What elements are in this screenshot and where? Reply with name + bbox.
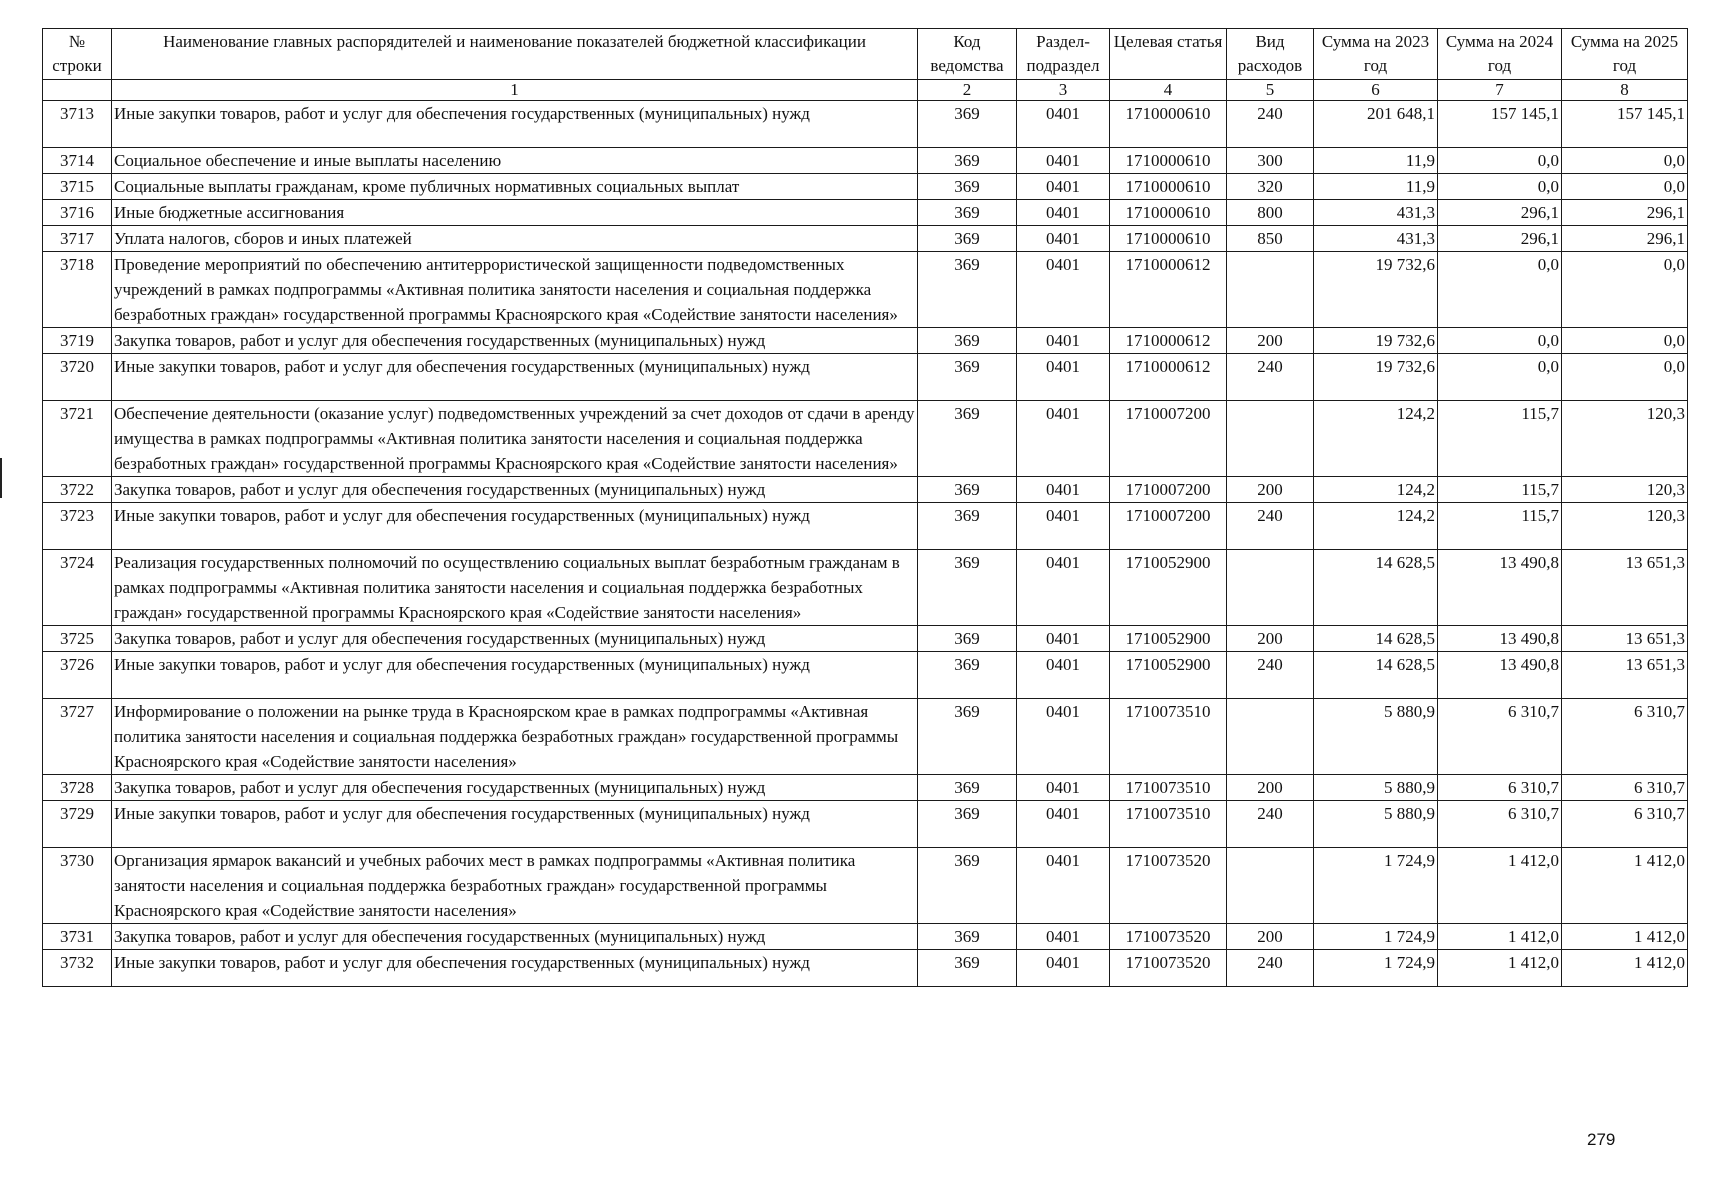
sum-2024-cell: 1 412,0: [1438, 950, 1562, 987]
row-name-cell: Закупка товаров, работ и услуг для обеспечения государственных (муниципальных) нужд: [112, 924, 918, 950]
table-row: [43, 503, 1688, 550]
sum-2024-cell: 1 412,0: [1438, 924, 1562, 950]
dept-code-cell: 369: [918, 354, 1017, 401]
row-number-cell: 3727: [43, 699, 112, 775]
dept-code-cell: 369: [918, 328, 1017, 354]
row-name-cell: Закупка товаров, работ и услуг для обеспечения государственных (муниципальных) нужд: [112, 328, 918, 354]
sum-2025-cell: 0,0: [1562, 354, 1688, 401]
sum-2025-cell: 13 651,3: [1562, 550, 1688, 626]
target-article-cell: 1710052900: [1110, 652, 1227, 699]
target-article-cell: 1710052900: [1110, 550, 1227, 626]
section-cell: 0401: [1017, 950, 1110, 987]
sum-2023-cell: 5 880,9: [1314, 699, 1438, 775]
header-target-article: Целевая статья: [1110, 29, 1227, 80]
sum-2023-cell: 5 880,9: [1314, 775, 1438, 801]
row-name-cell: Реализация государственных полномочий по осуществлению социальных выплат безработным гражданам в рамках подпрограммы «Активная политика занятости населения и социальная поддержка безработных граждан» государственной программы Красноярского края «Содействие занятости населения»: [112, 550, 918, 626]
sum-2025-cell: 120,3: [1562, 477, 1688, 503]
row-number-cell: 3732: [43, 950, 112, 987]
sum-2024-cell: 296,1: [1438, 226, 1562, 252]
expense-type-cell: 200: [1227, 775, 1314, 801]
sum-2023-cell: 124,2: [1314, 401, 1438, 477]
section-cell: 0401: [1017, 354, 1110, 401]
sum-2023-cell: 5 880,9: [1314, 801, 1438, 848]
row-name-cell: Иные закупки товаров, работ и услуг для обеспечения государственных (муниципальных) нужд: [112, 101, 918, 148]
dept-code-cell: 369: [918, 775, 1017, 801]
sum-2024-cell: 6 310,7: [1438, 775, 1562, 801]
section-cell: 0401: [1017, 848, 1110, 924]
row-name-cell: Обеспечение деятельности (оказание услуг) подведомственных учреждений за счет доходов от сдачи в аренду имущества в рамках подпрограммы «Активная политика занятости населения и социальная поддержка безработных граждан» государственной программы Красноярского края «Содействие занятости населения»: [112, 401, 918, 477]
sum-2023-cell: 201 648,1: [1314, 101, 1438, 148]
sum-2024-cell: 157 145,1: [1438, 101, 1562, 148]
target-article-cell: 1710000612: [1110, 328, 1227, 354]
row-name-cell: Закупка товаров, работ и услуг для обеспечения государственных (муниципальных) нужд: [112, 626, 918, 652]
dept-code-cell: 369: [918, 101, 1017, 148]
row-number-cell: 3717: [43, 226, 112, 252]
page-number: 279: [1587, 1130, 1616, 1149]
sum-2023-cell: 11,9: [1314, 148, 1438, 174]
dept-code-cell: 369: [918, 848, 1017, 924]
sum-2024-cell: 296,1: [1438, 200, 1562, 226]
expense-type-cell: 800: [1227, 200, 1314, 226]
expense-type-cell: 240: [1227, 503, 1314, 550]
budget-table: [42, 28, 1688, 987]
row-number-cell: 3722: [43, 477, 112, 503]
table-row: [43, 652, 1688, 699]
dept-code-cell: 369: [918, 550, 1017, 626]
table-row: [43, 328, 1688, 354]
sum-2024-cell: 13 490,8: [1438, 652, 1562, 699]
row-number-cell: 3726: [43, 652, 112, 699]
expense-type-cell: [1227, 699, 1314, 775]
expense-type-cell: 300: [1227, 148, 1314, 174]
sum-2025-cell: 6 310,7: [1562, 801, 1688, 848]
row-name-cell: Социальные выплаты гражданам, кроме публичных нормативных социальных выплат: [112, 174, 918, 200]
column-number: 8: [1562, 80, 1688, 101]
section-cell: 0401: [1017, 101, 1110, 148]
row-number-cell: 3731: [43, 924, 112, 950]
target-article-cell: 1710000610: [1110, 148, 1227, 174]
sum-2025-cell: 0,0: [1562, 328, 1688, 354]
table-row: [43, 550, 1688, 626]
column-number: 6: [1314, 80, 1438, 101]
expense-type-cell: [1227, 401, 1314, 477]
target-article-cell: 1710000612: [1110, 252, 1227, 328]
dept-code-cell: 369: [918, 699, 1017, 775]
target-article-cell: 1710000610: [1110, 174, 1227, 200]
section-cell: 0401: [1017, 252, 1110, 328]
row-number-cell: 3729: [43, 801, 112, 848]
dept-code-cell: 369: [918, 477, 1017, 503]
sum-2024-cell: 115,7: [1438, 477, 1562, 503]
sum-2024-cell: 0,0: [1438, 174, 1562, 200]
sum-2023-cell: 124,2: [1314, 477, 1438, 503]
section-cell: 0401: [1017, 652, 1110, 699]
sum-2025-cell: 0,0: [1562, 174, 1688, 200]
row-name-cell: Проведение мероприятий по обеспечению антитеррористической защищенности подведомственных учреждений в рамках подпрограммы «Активная политика занятости населения и социальная поддержка безработных граждан» государственной программы Красноярского края «Содействие занятости населения»: [112, 252, 918, 328]
dept-code-cell: 369: [918, 226, 1017, 252]
section-cell: 0401: [1017, 226, 1110, 252]
section-cell: 0401: [1017, 503, 1110, 550]
expense-type-cell: 240: [1227, 950, 1314, 987]
header-sum-2025: Сумма на 2025 год: [1562, 29, 1688, 80]
section-cell: 0401: [1017, 148, 1110, 174]
sum-2025-cell: 13 651,3: [1562, 652, 1688, 699]
expense-type-cell: 200: [1227, 328, 1314, 354]
table-header: [43, 29, 1688, 101]
header-expense-type: Вид расходов: [1227, 29, 1314, 80]
sum-2024-cell: 115,7: [1438, 401, 1562, 477]
sum-2023-cell: 431,3: [1314, 226, 1438, 252]
row-number-cell: 3723: [43, 503, 112, 550]
sum-2023-cell: 14 628,5: [1314, 550, 1438, 626]
row-number-cell: 3725: [43, 626, 112, 652]
column-number: 3: [1017, 80, 1110, 101]
row-number-cell: 3720: [43, 354, 112, 401]
section-cell: 0401: [1017, 401, 1110, 477]
header-sum-2023: Сумма на 2023 год: [1314, 29, 1438, 80]
sum-2023-cell: 14 628,5: [1314, 652, 1438, 699]
row-name-cell: Социальное обеспечение и иные выплаты населению: [112, 148, 918, 174]
expense-type-cell: 850: [1227, 226, 1314, 252]
expense-type-cell: 240: [1227, 101, 1314, 148]
sum-2025-cell: 6 310,7: [1562, 775, 1688, 801]
section-cell: 0401: [1017, 801, 1110, 848]
table-row: [43, 200, 1688, 226]
sum-2023-cell: 14 628,5: [1314, 626, 1438, 652]
expense-type-cell: [1227, 252, 1314, 328]
column-number: 4: [1110, 80, 1227, 101]
table-row: [43, 354, 1688, 401]
row-name-cell: Закупка товаров, работ и услуг для обеспечения государственных (муниципальных) нужд: [112, 477, 918, 503]
table-row: [43, 252, 1688, 328]
row-name-cell: Иные закупки товаров, работ и услуг для обеспечения государственных (муниципальных) нужд: [112, 354, 918, 401]
sum-2025-cell: 296,1: [1562, 200, 1688, 226]
dept-code-cell: 369: [918, 148, 1017, 174]
row-number-cell: 3719: [43, 328, 112, 354]
header-section: Раздел-подраздел: [1017, 29, 1110, 80]
row-number-cell: 3721: [43, 401, 112, 477]
sum-2024-cell: 0,0: [1438, 148, 1562, 174]
table-row: [43, 699, 1688, 775]
header-row: [43, 29, 1688, 80]
table-row: [43, 950, 1688, 987]
sum-2025-cell: 0,0: [1562, 252, 1688, 328]
row-name-cell: Иные закупки товаров, работ и услуг для обеспечения государственных (муниципальных) нужд: [112, 652, 918, 699]
target-article-cell: 1710073520: [1110, 950, 1227, 987]
expense-type-cell: 240: [1227, 801, 1314, 848]
header-row-no: № строки: [43, 29, 112, 80]
table-row: [43, 226, 1688, 252]
sum-2024-cell: 1 412,0: [1438, 848, 1562, 924]
target-article-cell: 1710007200: [1110, 401, 1227, 477]
sum-2024-cell: 6 310,7: [1438, 699, 1562, 775]
scan-edge-mark: [0, 458, 2, 498]
sum-2024-cell: 13 490,8: [1438, 550, 1562, 626]
section-cell: 0401: [1017, 328, 1110, 354]
dept-code-cell: 369: [918, 801, 1017, 848]
sum-2023-cell: 431,3: [1314, 200, 1438, 226]
column-number: 2: [918, 80, 1017, 101]
column-number: 1: [112, 80, 918, 101]
expense-type-cell: [1227, 848, 1314, 924]
section-cell: 0401: [1017, 200, 1110, 226]
row-number-cell: 3730: [43, 848, 112, 924]
sum-2025-cell: 1 412,0: [1562, 950, 1688, 987]
target-article-cell: 1710000610: [1110, 226, 1227, 252]
section-cell: 0401: [1017, 924, 1110, 950]
sum-2023-cell: 1 724,9: [1314, 848, 1438, 924]
sum-2023-cell: 19 732,6: [1314, 328, 1438, 354]
sum-2023-cell: 19 732,6: [1314, 354, 1438, 401]
header-sum-2024: Сумма на 2024 год: [1438, 29, 1562, 80]
dept-code-cell: 369: [918, 401, 1017, 477]
dept-code-cell: 369: [918, 200, 1017, 226]
sum-2025-cell: 157 145,1: [1562, 101, 1688, 148]
dept-code-cell: 369: [918, 626, 1017, 652]
row-name-cell: Иные закупки товаров, работ и услуг для обеспечения государственных (муниципальных) нужд: [112, 503, 918, 550]
dept-code-cell: 369: [918, 950, 1017, 987]
dept-code-cell: 369: [918, 652, 1017, 699]
expense-type-cell: [1227, 550, 1314, 626]
section-cell: 0401: [1017, 477, 1110, 503]
column-number: 7: [1438, 80, 1562, 101]
sum-2024-cell: 0,0: [1438, 354, 1562, 401]
sum-2025-cell: 120,3: [1562, 401, 1688, 477]
dept-code-cell: 369: [918, 924, 1017, 950]
target-article-cell: 1710007200: [1110, 503, 1227, 550]
column-number: 5: [1227, 80, 1314, 101]
sum-2024-cell: 115,7: [1438, 503, 1562, 550]
row-name-cell: Организация ярмарок вакансий и учебных рабочих мест в рамках подпрограммы «Активная политика занятости населения и социальная поддержка безработных граждан» государственной программы Красноярского края «Содействие занятости населения»: [112, 848, 918, 924]
target-article-cell: 1710073520: [1110, 924, 1227, 950]
expense-type-cell: 240: [1227, 354, 1314, 401]
expense-type-cell: 200: [1227, 477, 1314, 503]
sum-2025-cell: 296,1: [1562, 226, 1688, 252]
expense-type-cell: 200: [1227, 924, 1314, 950]
row-number-cell: 3716: [43, 200, 112, 226]
table-row: [43, 101, 1688, 148]
table-row: [43, 801, 1688, 848]
section-cell: 0401: [1017, 550, 1110, 626]
table-row: [43, 174, 1688, 200]
row-name-cell: Иные бюджетные ассигнования: [112, 200, 918, 226]
header-name: Наименование главных распорядителей и наименование показателей бюджетной классификации: [112, 29, 918, 80]
sum-2024-cell: 13 490,8: [1438, 626, 1562, 652]
table-row: [43, 848, 1688, 924]
sum-2023-cell: 11,9: [1314, 174, 1438, 200]
sum-2025-cell: 0,0: [1562, 148, 1688, 174]
row-number-cell: 3728: [43, 775, 112, 801]
target-article-cell: 1710073520: [1110, 848, 1227, 924]
row-number-cell: 3715: [43, 174, 112, 200]
row-number-cell: 3724: [43, 550, 112, 626]
table-row: [43, 775, 1688, 801]
table-row: [43, 401, 1688, 477]
row-name-cell: Иные закупки товаров, работ и услуг для обеспечения государственных (муниципальных) нужд: [112, 801, 918, 848]
target-article-cell: 1710052900: [1110, 626, 1227, 652]
expense-type-cell: 320: [1227, 174, 1314, 200]
sum-2025-cell: 1 412,0: [1562, 848, 1688, 924]
table-row: [43, 477, 1688, 503]
expense-type-cell: 200: [1227, 626, 1314, 652]
sum-2024-cell: 6 310,7: [1438, 801, 1562, 848]
section-cell: 0401: [1017, 699, 1110, 775]
sum-2023-cell: 1 724,9: [1314, 924, 1438, 950]
row-number-cell: 3713: [43, 101, 112, 148]
sum-2023-cell: 19 732,6: [1314, 252, 1438, 328]
target-article-cell: 1710073510: [1110, 801, 1227, 848]
target-article-cell: 1710073510: [1110, 775, 1227, 801]
section-cell: 0401: [1017, 626, 1110, 652]
dept-code-cell: 369: [918, 252, 1017, 328]
table-body: [43, 101, 1688, 987]
dept-code-cell: 369: [918, 174, 1017, 200]
table-row: [43, 626, 1688, 652]
row-name-cell: Уплата налогов, сборов и иных платежей: [112, 226, 918, 252]
row-number-cell: 3714: [43, 148, 112, 174]
header-dept-code: Код ведомства: [918, 29, 1017, 80]
sum-2025-cell: 1 412,0: [1562, 924, 1688, 950]
sum-2024-cell: 0,0: [1438, 252, 1562, 328]
target-article-cell: 1710007200: [1110, 477, 1227, 503]
section-cell: 0401: [1017, 174, 1110, 200]
section-cell: 0401: [1017, 775, 1110, 801]
sum-2023-cell: 124,2: [1314, 503, 1438, 550]
table-row: [43, 148, 1688, 174]
sum-2024-cell: 0,0: [1438, 328, 1562, 354]
row-name-cell: Закупка товаров, работ и услуг для обеспечения государственных (муниципальных) нужд: [112, 775, 918, 801]
target-article-cell: 1710000612: [1110, 354, 1227, 401]
sum-2025-cell: 6 310,7: [1562, 699, 1688, 775]
sum-2025-cell: 13 651,3: [1562, 626, 1688, 652]
row-number-cell: 3718: [43, 252, 112, 328]
dept-code-cell: 369: [918, 503, 1017, 550]
target-article-cell: 1710000610: [1110, 101, 1227, 148]
target-article-cell: 1710073510: [1110, 699, 1227, 775]
expense-type-cell: 240: [1227, 652, 1314, 699]
target-article-cell: 1710000610: [1110, 200, 1227, 226]
sum-2023-cell: 1 724,9: [1314, 950, 1438, 987]
column-number-blank: [43, 80, 112, 101]
table-row: [43, 924, 1688, 950]
row-name-cell: Иные закупки товаров, работ и услуг для обеспечения государственных (муниципальных) нужд: [112, 950, 918, 987]
sum-2025-cell: 120,3: [1562, 503, 1688, 550]
row-name-cell: Информирование о положении на рынке труда в Красноярском крае в рамках подпрограммы «Активная политика занятости населения и социальная поддержка безработных граждан» государственной программы Красноярского края «Содействие занятости населения»: [112, 699, 918, 775]
column-number-row: [43, 80, 1688, 101]
